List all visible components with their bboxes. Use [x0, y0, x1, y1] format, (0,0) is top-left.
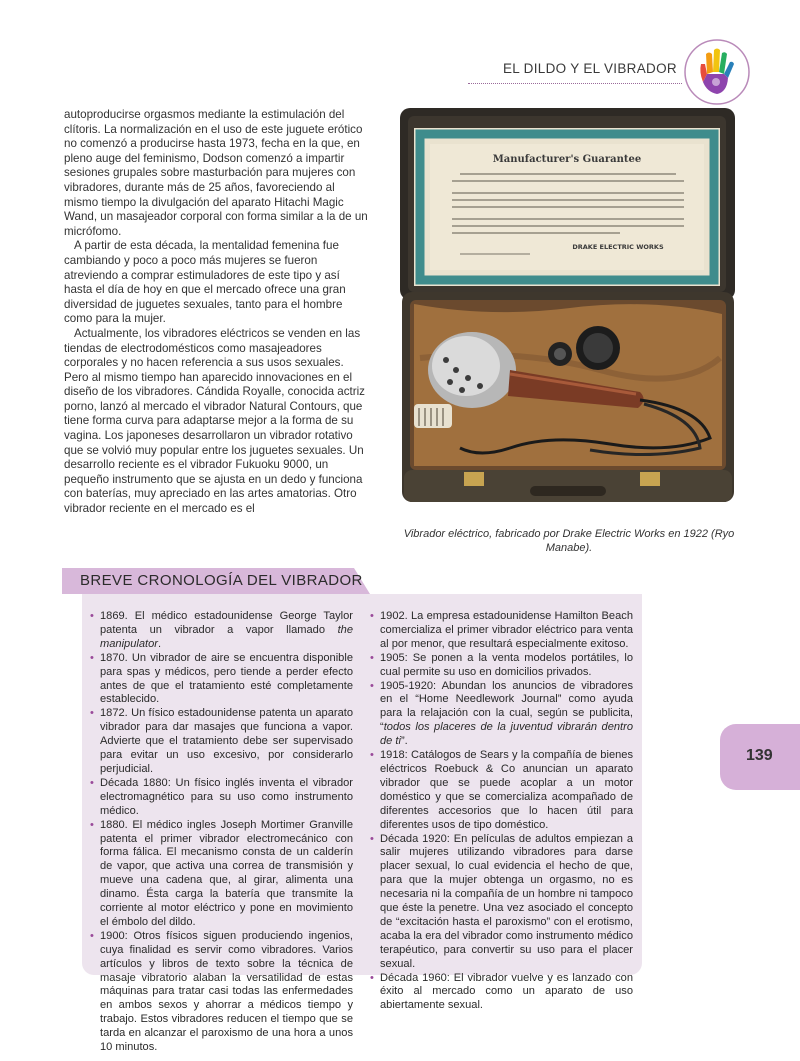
chronology-item: • Década 1880: Un físico inglés inventa el vibrador electromagnético para su uso como instrumento médico.: [88, 777, 353, 819]
vibrator-photo: [400, 108, 740, 522]
chronology-item: • 1880. El médico ingles Joseph Mortimer Granville patenta el primer vibrador electromecánico con forma fálica. El mecanismo consta de un calderín de vapor, que activa una correa de transmisión y mueve una cadena que, al girar, alimenta una dinamo. Ésta carga la batería que transmite la corriente al motor eléctrico y pone en movimiento el émbolo del dildo.: [88, 819, 353, 930]
header-divider: [468, 83, 682, 84]
certificate-title: Manufacturer's Guarantee: [492, 154, 642, 165]
chronology-title: BREVE CRONOLOGÍA DEL VIBRADOR: [80, 572, 363, 589]
chronology-right-column: [368, 610, 633, 1013]
body-text: [64, 108, 370, 517]
chronology-item: • Década 1960: El vibrador vuelve y es lanzado con éxito al mercado como un aparato de uso abiertamente sexual.: [368, 972, 633, 1014]
chronology-item: • 1905-1920: Abundan los anuncios de vibradores en el “Home Needlework Journal” como ayuda para la relajación con la cual, según se publicita, “todos los placeres de la juventud vibrarán dentro de ti”.: [368, 680, 633, 750]
rainbow-hand-logo: [683, 38, 751, 106]
body-paragraph: A partir de esta década, la mentalidad femenina fue cambiando y poco a poco más mujeres se fueron atreviendo a comprar estimuladores de este tipo y así hasta el día de hoy en que el mercado ofrece una gran diversidad de juguetes sexuales, tanto para el hombre como para la mujer.: [64, 239, 346, 326]
photo-caption: Vibrador eléctrico, fabricado por Drake Electric Works en 1922 (Ryo Manabe).: [403, 528, 735, 554]
chronology-item: • 1918: Catálogos de Sears y la compañía de bienes eléctricos Roebuck & Co anuncian un aparato vibrador que se puede acoplar a un motor doméstico y que se comercializa acompañado de diferentes accesorios que lo hacen útil para diferentes usos de tipo doméstico.: [368, 749, 633, 832]
chronology-item: • 1870. Un vibrador de aire se encuentra disponible para spas y médicos, pero tiende a perder efecto antes de que el tratamiento esté completamente establecido.: [88, 652, 353, 708]
chronology-item: • 1869. El médico estadounidense George Taylor patenta un vibrador a vapor llamado the manipulator.: [88, 610, 353, 652]
chronology-item: • Década 1920: En películas de adultos empiezan a salir mujeres utilizando vibradores para darse placer sexual, lo cual evidencia el hecho de que, para que la mujer obtenga un orgasmo, no es necesaria ni la compañía de un hombre ni tampoco que éste la penetre. Una vez asociado el concepto de “excitación hasta el paroxismo” con el erotismo, acaba la era del vibrador como instrumento médico terapéutico, para convertir su uso para el placer sexual.: [368, 833, 633, 972]
chronology-item: • 1905: Se ponen a la venta modelos portátiles, lo cual permite su uso en domicilios privados.: [368, 652, 633, 680]
chronology-item: • 1900: Otros físicos siguen produciendo ingenios, cuya finalidad es servir como vibradores. Varios artículos y libros de texto sobre la técnica de masaje vibratorio alaban la versatilidad de estas máquinas para tratar casi todas las enfermedades en ambos sexos y ahorrar a médicos tiempo y trabajo. Estos vibradores reducen el tiempo que se tarda en alcanzar el paroxismo de una hora a unos 10 minutos.: [88, 930, 353, 1055]
chronology-left-column: [88, 610, 353, 1055]
certificate-company: DRAKE ELECTRIC WORKS: [572, 243, 664, 251]
running-header: EL DILDO Y EL VIBRADOR: [503, 61, 677, 76]
chronology-item: • 1902. La empresa estadounidense Hamilton Beach comercializa el primer vibrador eléctrico para venta al por menor, que resultará especialmente exitoso.: [368, 610, 633, 652]
body-paragraph: Actualmente, los vibradores eléctricos se venden en las tiendas de electrodomésticos como masajeadores corporales y no hacen referencia a sus usos sexuales. Pero al mismo tiempo han aparecido innovaciones en el diseño de los vibradores. Cándida Royalle, conocida actriz porno, lanzó al mercado el vibrador Natural Contours, que tiene forma curva para adaptarse mejor a la forma de su vagina. Los japoneses desarrollaron un vibrador rotativo que se volvió muy popular entre los juguetes sexuales. Un desarrollo reciente es el vibrador Fukuoku 9000, un pequeño instrumento que se ajusta en un dedo y funciona con baterías, muy apreciado en las artes amatorias. Otro vibrador reciente en el mercado es el: [64, 326, 365, 516]
body-paragraph: autoproducirse orgasmos mediante la estimulación del clítoris. La normalización en el uso de este juguete erótico no comenzó a producirse hasta 1973, fecha en la que, en pleno auge del feminismo, Dodson comenzó a impartir sesiones grupales sobre masturbación para mujeres con vibradores, durante más de 25 años, favoreciendo al mismo tiempo la divulgación del aparato Hitachi Magic Wand, un masajeador corporal con forma similar a la de un micrófomo.: [64, 108, 368, 238]
page-number: 139: [746, 747, 773, 764]
chronology-item: • 1872. Un físico estadounidense patenta un aparato vibrador para dar masajes que funciona a vapor. Advierte que el tratamiento debe ser supervisado para evitar un uso excesivo, por considerarlo perjudicial.: [88, 707, 353, 777]
